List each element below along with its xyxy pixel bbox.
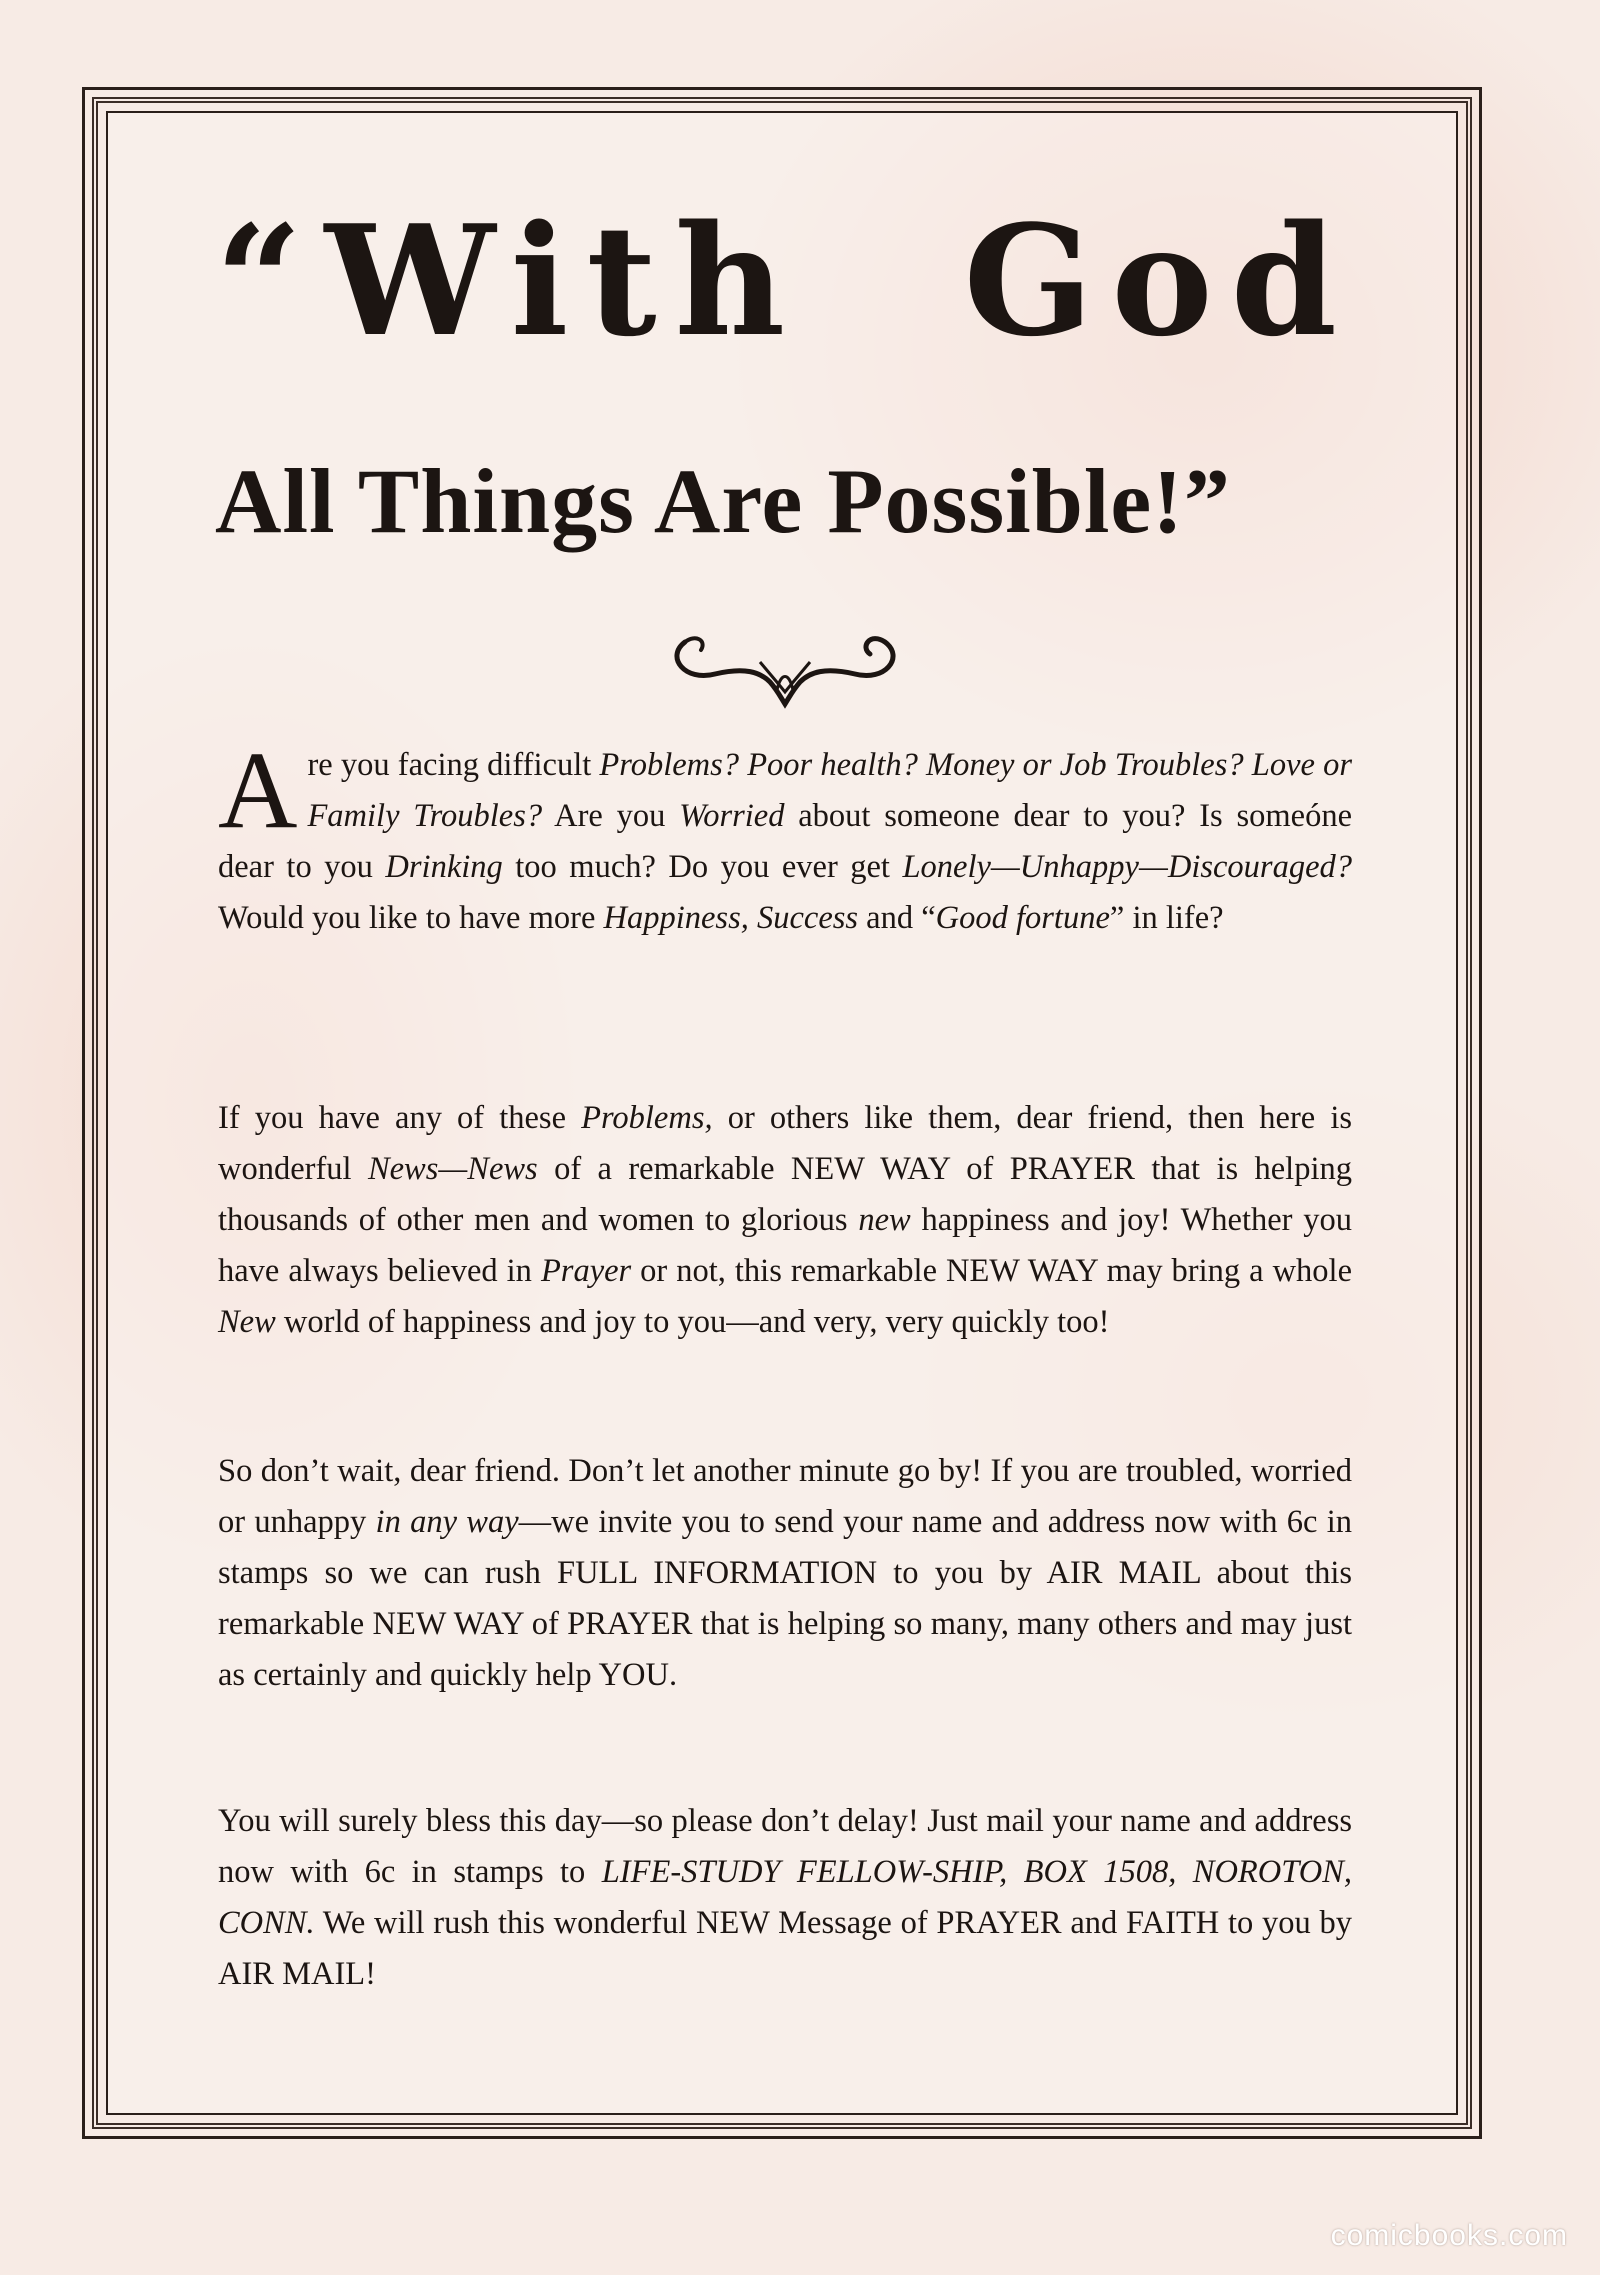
italic-run: Good fortune bbox=[935, 900, 1110, 936]
scroll-flourish-icon bbox=[665, 612, 905, 712]
text-run: —we invite you to send your name and address now with 6c in stamps so we can rush FULL INFORMATION to you by AIR MAIL about this remarkable NEW WAY of PRAYER that is helping so many, many others and may just as certainly and quickly help YOU. bbox=[218, 1504, 1352, 1693]
text-run: If you have any of these bbox=[218, 1100, 582, 1136]
text-run: about someone dear to you? Is someóne dear to you bbox=[218, 798, 1352, 885]
watermark: comicbooks.com bbox=[1330, 2219, 1568, 2252]
text-run: world of happiness and joy to you—and very, very quickly too! bbox=[275, 1304, 1110, 1340]
italic-run: Happiness, Success bbox=[603, 900, 859, 936]
headline bbox=[215, 191, 1355, 370]
italic-run: in any way bbox=[375, 1504, 519, 1540]
text-run: or not, this remarkable NEW WAY may bring a whole bbox=[631, 1253, 1352, 1289]
mailing-address: LIFE-STUDY FELLOW-SHIP, BOX 1508, NOROTON, CONN. bbox=[218, 1854, 1352, 1941]
italic-run: New bbox=[218, 1304, 276, 1340]
text-run: Are you bbox=[542, 798, 680, 834]
subheadline: All Things Are Possible!” bbox=[215, 450, 1231, 552]
italic-run: Worried bbox=[679, 798, 785, 834]
text-run: Would you like to have more bbox=[218, 900, 604, 936]
text-run: So don’t wait, dear friend. Don’t let another minute go by! If you are troubled, worried or unhappy bbox=[218, 1453, 1352, 1540]
italic-run: Prayer bbox=[540, 1253, 632, 1289]
headline-word-god: God bbox=[963, 191, 1355, 370]
text-run: and “ bbox=[858, 900, 936, 936]
italic-run: Drinking bbox=[385, 849, 503, 885]
text-run: You will surely bless this day—so please don’t delay! Just mail your name and address now with 6c in stamps to bbox=[218, 1803, 1352, 1890]
italic-run: Lonely—Unhappy—Discouraged? bbox=[902, 849, 1352, 885]
paragraph-new-way bbox=[218, 1093, 1352, 1348]
italic-run: Problems, bbox=[581, 1100, 713, 1136]
text-run: or others like them, dear friend, then here is wonderful bbox=[218, 1100, 1352, 1187]
text-run: We will rush this wonderful NEW Message of PRAYER and FAITH to you by AIR MAIL! bbox=[218, 1905, 1352, 1992]
paragraph-mail-address bbox=[218, 1796, 1352, 2000]
italic-run: Problems? Poor health? Money or Job Troubles? Love or Family Troubles? bbox=[307, 747, 1352, 834]
text-run: re you facing difficult bbox=[307, 747, 600, 783]
italic-run: News—News bbox=[367, 1151, 538, 1187]
paragraph-problems bbox=[218, 729, 1352, 944]
text-run: happiness and joy! Whether you have always believed in bbox=[218, 1202, 1352, 1289]
italic-run: new bbox=[858, 1202, 911, 1238]
text-run: of a remarkable NEW WAY of PRAYER that is helping thousands of other men and women to glorious bbox=[218, 1151, 1352, 1238]
text-run: ” in life? bbox=[1109, 900, 1224, 936]
headline-word-with: “With bbox=[215, 191, 804, 370]
text-run: too much? Do you ever get bbox=[502, 849, 903, 885]
paragraph-dont-wait bbox=[218, 1446, 1352, 1701]
drop-cap: A bbox=[218, 729, 298, 851]
